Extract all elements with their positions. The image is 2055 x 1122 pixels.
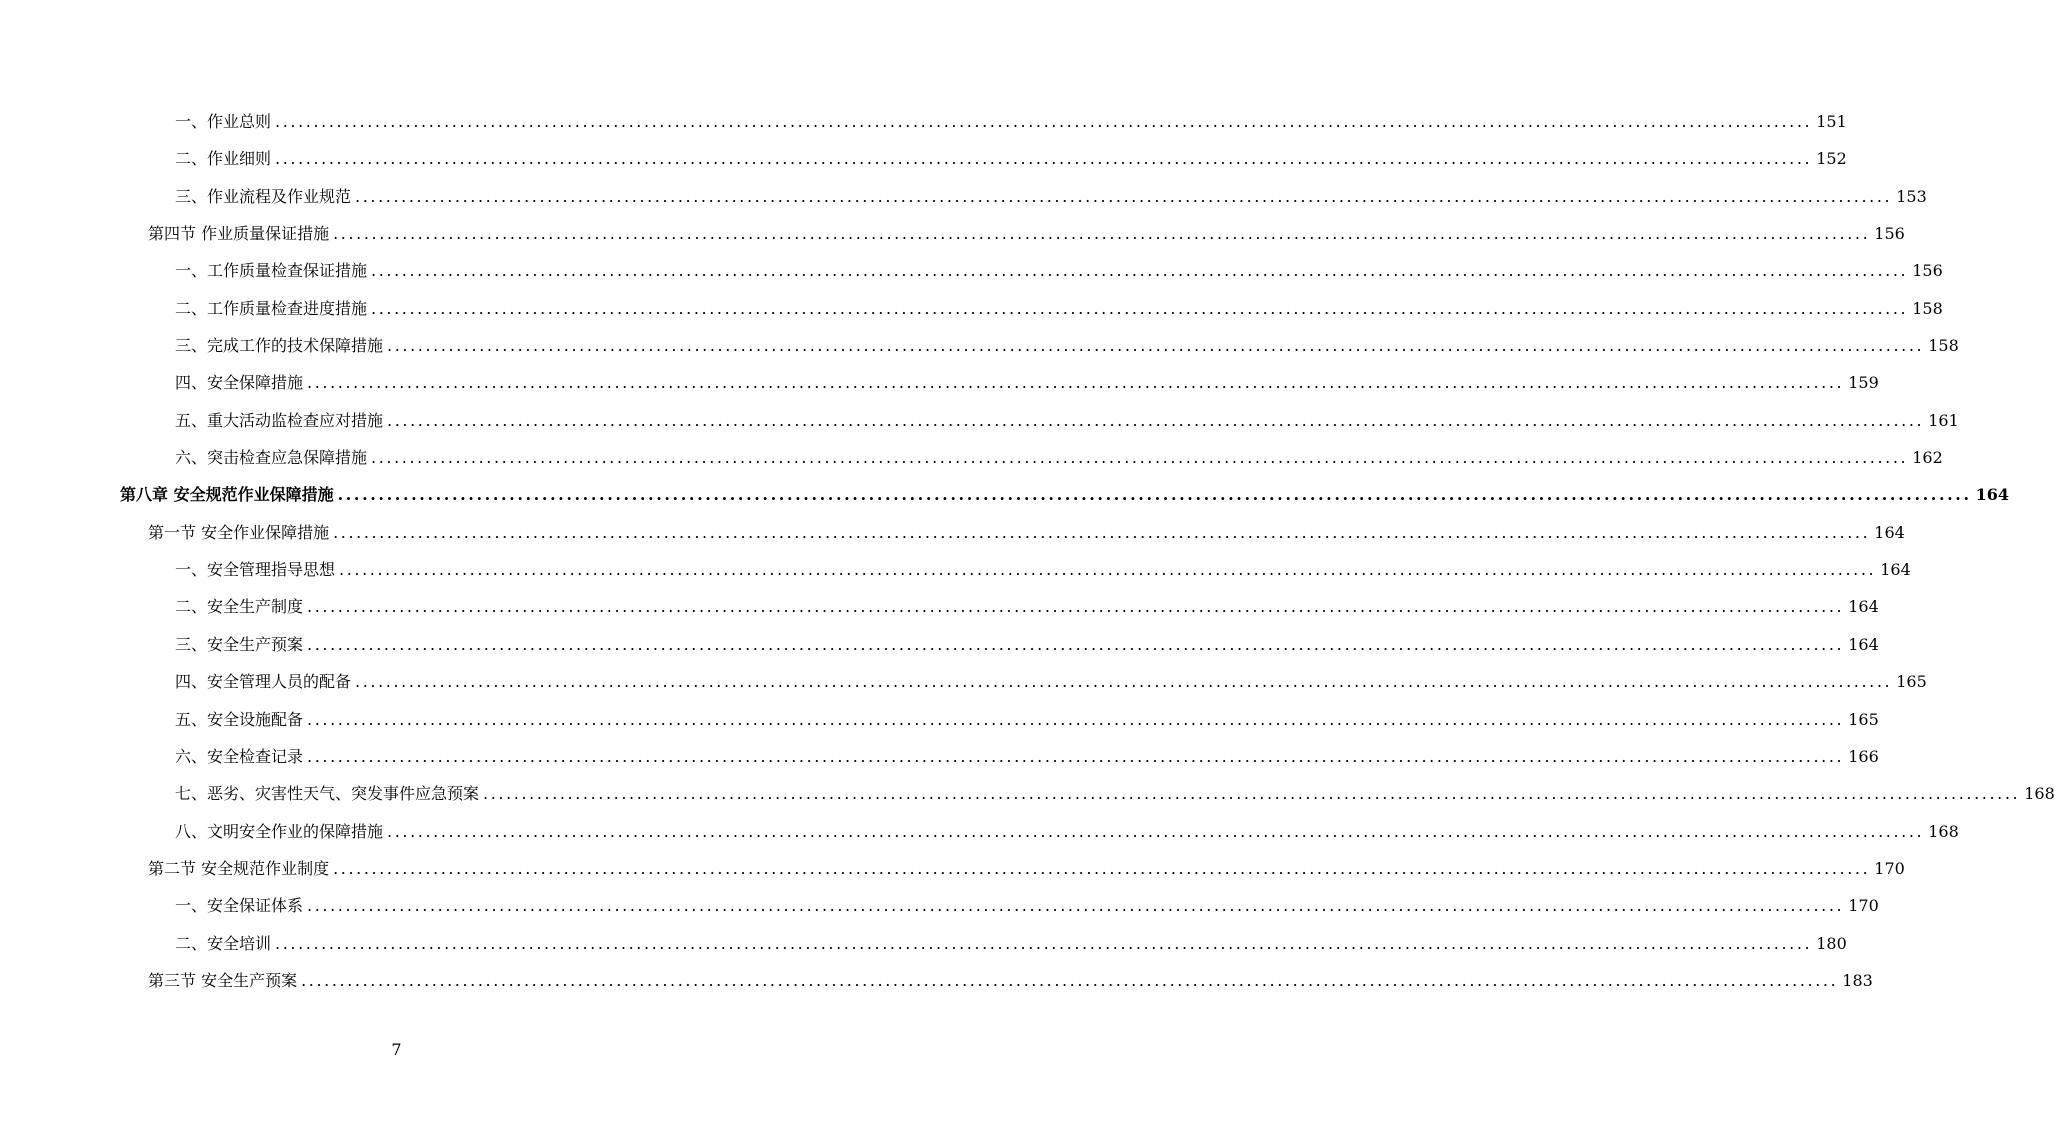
toc-entry-title: 八、文明安全作业的保障措施 — [175, 821, 384, 841]
toc-entry-page: 158 — [1928, 336, 1959, 356]
toc-entry-page: 156 — [1912, 261, 1943, 281]
toc-entry[interactable] — [0, 885, 1879, 922]
toc-entry-row — [148, 221, 1905, 244]
toc-entry-row — [175, 296, 1943, 318]
toc-entry[interactable] — [0, 699, 1879, 736]
toc-leader-dots: ........................................................................................................................................................................................................ — [307, 896, 1845, 916]
toc-leader-dots: ........................................................................................................................................................................................................ — [387, 336, 1925, 356]
toc-leader-dots: ........................................................................................................................................................................................................ — [307, 746, 1845, 766]
toc-leader-dots: ........................................................................................................................................................................................................ — [301, 970, 1839, 990]
toc-entry-title: 四、安全保障措施 — [175, 373, 304, 393]
toc-entry[interactable] — [0, 960, 1873, 997]
toc-leader-dots: ........................................................................................................................................................................................................ — [333, 858, 1871, 878]
toc-entry[interactable] — [0, 325, 1959, 362]
toc-entry-title: 二、安全生产制度 — [175, 597, 304, 617]
toc-entry-row — [148, 968, 1873, 990]
toc-leader-dots: ........................................................................................................................................................................................................ — [483, 784, 2021, 804]
toc-entry-page: 164 — [1880, 560, 1911, 580]
table-of-contents — [0, 101, 2055, 997]
toc-entry-page: 151 — [1816, 112, 1847, 131]
toc-entry[interactable] — [0, 362, 1879, 399]
toc-entry[interactable] — [0, 624, 1879, 661]
toc-leader-dots: ........................................................................................................................................................................................................ — [387, 410, 1925, 430]
toc-leader-dots: ........................................................................................................................................................................................................ — [371, 298, 1909, 318]
toc-entry-title: 五、重大活动监检查应对措施 — [175, 410, 384, 430]
toc-entry-title: 第八章 安全规范作业保障措施 — [120, 485, 334, 505]
toc-entry-title: 二、工作质量检查进度措施 — [175, 298, 368, 318]
toc-entry-row — [175, 557, 1911, 580]
toc-entry-title: 五、安全设施配备 — [175, 709, 304, 729]
toc-leader-dots: ........................................................................................................................................................................................................ — [307, 597, 1845, 617]
toc-entry[interactable] — [0, 848, 1905, 885]
toc-entry-page: 164 — [1874, 522, 1905, 542]
toc-leader-dots: ........................................................................................................................................................................................................ — [333, 224, 1871, 244]
toc-entry-row — [175, 184, 1927, 206]
toc-entry-row — [175, 781, 2055, 804]
toc-entry-page: 164 — [1848, 597, 1879, 617]
toc-leader-dots: ........................................................................................................................................................................................................ — [371, 261, 1909, 281]
toc-entry-page: 156 — [1874, 224, 1905, 244]
toc-entry-title: 六、突击检查应急保障措施 — [175, 448, 368, 468]
toc-entry[interactable] — [0, 101, 1847, 138]
toc-entry-title: 三、作业流程及作业规范 — [175, 186, 352, 206]
toc-leader-dots: ........................................................................................................................................................................................................ — [337, 485, 1972, 505]
toc-entry-page: 158 — [1912, 298, 1943, 318]
toc-entry[interactable] — [0, 474, 2010, 511]
toc-entry[interactable] — [0, 176, 1927, 213]
toc-leader-dots: ........................................................................................................................................................................................................ — [307, 634, 1845, 654]
toc-entry[interactable] — [0, 923, 1847, 960]
toc-entry-row — [175, 931, 1847, 953]
toc-entry-row — [175, 370, 1879, 393]
toc-entry-row — [148, 520, 1905, 542]
toc-entry-title: 七、恶劣、灾害性天气、突发事件应急预案 — [175, 784, 480, 804]
toc-entry-row — [175, 146, 1847, 169]
toc-entry-title: 一、作业总则 — [175, 112, 272, 131]
toc-entry-title: 六、安全检查记录 — [175, 746, 304, 766]
toc-entry-title: 一、工作质量检查保证措施 — [175, 261, 368, 281]
toc-entry[interactable] — [0, 773, 2055, 810]
toc-leader-dots: ........................................................................................................................................................................................................ — [355, 672, 1893, 692]
toc-entry[interactable] — [0, 400, 1959, 437]
toc-leader-dots: ........................................................................................................................................................................................................ — [307, 373, 1845, 393]
toc-entry[interactable] — [0, 586, 1879, 623]
toc-entry-row — [175, 669, 1927, 692]
toc-entry-page: 162 — [1912, 448, 1943, 468]
toc-entry-row — [175, 819, 1959, 841]
toc-entry-page: 168 — [1928, 821, 1959, 841]
toc-entry-page: 164 — [1848, 634, 1879, 654]
toc-entry-page: 161 — [1928, 410, 1959, 430]
toc-entry[interactable] — [0, 213, 1905, 250]
toc-entry-title: 第四节 作业质量保证措施 — [148, 224, 330, 244]
toc-entry-page: 170 — [1874, 858, 1905, 878]
toc-entry-page: 183 — [1842, 970, 1873, 990]
toc-entry[interactable] — [0, 736, 1879, 773]
toc-entry-title: 二、作业细则 — [175, 149, 272, 169]
toc-entry-page: 166 — [1848, 746, 1879, 766]
page-number: 7 — [391, 1040, 402, 1059]
toc-entry-title: 一、安全管理指导思想 — [175, 560, 336, 580]
toc-entry-title: 第三节 安全生产预案 — [148, 970, 298, 990]
toc-leader-dots: ........................................................................................................................................................................................................ — [307, 709, 1845, 729]
toc-entry-title: 三、安全生产预案 — [175, 634, 304, 654]
toc-entry-title: 一、安全保证体系 — [175, 896, 304, 916]
toc-leader-dots: ........................................................................................................................................................................................................ — [275, 149, 1813, 169]
toc-entry[interactable] — [0, 811, 1959, 848]
toc-entry-title: 四、安全管理人员的配备 — [175, 672, 352, 692]
toc-entry-page: 170 — [1848, 896, 1879, 916]
toc-entry[interactable] — [0, 512, 1905, 549]
toc-leader-dots: ........................................................................................................................................................................................................ — [339, 560, 1877, 580]
toc-entry-page: 165 — [1848, 709, 1879, 729]
toc-entry[interactable] — [0, 250, 1943, 287]
toc-entry[interactable] — [0, 661, 1927, 698]
toc-entry-page: 159 — [1848, 373, 1879, 393]
toc-entry-page: 168 — [2024, 784, 2055, 804]
toc-entry-page: 180 — [1816, 933, 1847, 953]
toc-entry-title: 第一节 安全作业保障措施 — [148, 522, 330, 542]
toc-entry-row — [175, 408, 1959, 430]
toc-entry-row — [120, 482, 2010, 505]
toc-entry[interactable] — [0, 437, 1943, 474]
toc-leader-dots: ........................................................................................................................................................................................................ — [333, 522, 1871, 542]
toc-entry-page: 152 — [1816, 149, 1847, 169]
toc-entry-row — [175, 707, 1879, 729]
toc-entry-row — [175, 109, 1847, 131]
toc-entry-page: 165 — [1896, 672, 1927, 692]
toc-entry-row — [175, 632, 1879, 654]
toc-entry-page: 153 — [1896, 186, 1927, 206]
toc-entry-row — [175, 594, 1879, 617]
toc-entry-title: 二、安全培训 — [175, 933, 272, 953]
toc-entry-row — [175, 445, 1943, 468]
toc-entry-row — [175, 333, 1959, 356]
toc-leader-dots: ........................................................................................................................................................................................................ — [371, 448, 1909, 468]
toc-entry-row — [175, 258, 1943, 281]
toc-entry-row — [148, 856, 1905, 878]
toc-entry-page: 164 — [1975, 485, 2010, 505]
toc-entry-row — [175, 893, 1879, 916]
toc-entry-title: 第二节 安全规范作业制度 — [148, 858, 330, 878]
toc-entry[interactable] — [0, 138, 1847, 175]
toc-entry-title: 三、完成工作的技术保障措施 — [175, 336, 384, 356]
toc-entry[interactable] — [0, 288, 1943, 325]
toc-leader-dots: ........................................................................................................................................................................................................ — [275, 112, 1813, 131]
toc-leader-dots: ........................................................................................................................................................................................................ — [387, 821, 1925, 841]
toc-entry[interactable] — [0, 549, 1911, 586]
toc-entry-row — [175, 744, 1879, 766]
toc-leader-dots: ........................................................................................................................................................................................................ — [355, 186, 1893, 206]
toc-leader-dots: ........................................................................................................................................................................................................ — [275, 933, 1813, 953]
